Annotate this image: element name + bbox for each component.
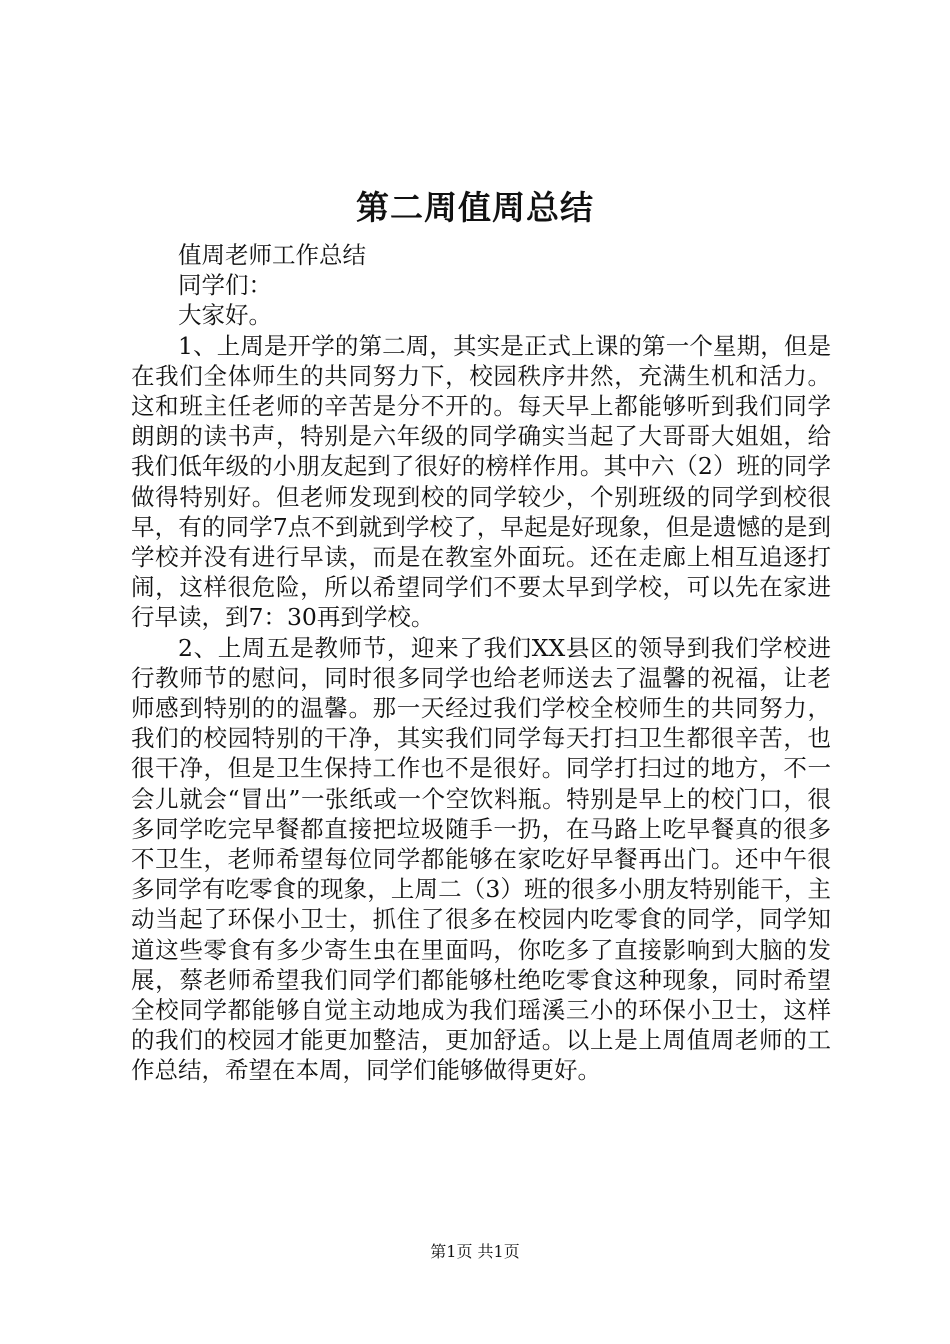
paragraph-section-2: 2、上周五是教师节，迎来了我们XX县区的领导到我们学校进行教师节的慰问，同时很多同学也给老师送去了温馨的祝福，让老师感到特别的的温馨。那一天经过我们学校全校师生的共同努力，我们的校园特别的干净，其实我们同学每天打扫卫生都很辛苦，也很干净，但是卫生保持工作也不是很好。同学打扫过的地方，不一会儿就会“冒出”一张纸或一个空饮料瓶。特别是早上的校门口，很多同学吃完早餐都直接把垃圾随手一扔，在马路上吃早餐真的很多不卫生，老师希望每位同学都能够在家吃好早餐再出门。还中午很多同学有吃零食的现象，上周二（3）班的很多小朋友特别能干，主动当起了环保小卫士，抓住了很多在校园内吃零食的同学，同学知道这些零食有多少寄生虫在里面吗，你吃多了直接影响到大脑的发展，蔡老师希望我们同学们都能够杜绝吃零食这种现象，同时希望全校同学都能够自觉主动地成为我们瑶溪三小的环保小卫士，这样的我们的校园才能更加整洁，更加舒适。以上是上周值周老师的工作总结，希望在本周，同学们能够做得更好。 [131,633,831,1085]
paragraph-greeting: 大家好。 [178,301,272,330]
paragraph-subtitle: 值周老师工作总结 [178,241,366,269]
page-number-footer: 第1页 共1页 [430,1242,520,1261]
document-title: 第二周值周总结 [356,188,594,227]
document-body [131,240,831,1086]
paragraph-section-1: 1、上周是开学的第二周，其实是正式上课的第一个星期，但是在我们全体师生的共同努力下，校园秩序井然，充满生机和活力。这和班主任老师的辛苦是分不开的。每天早上都能够听到我们同学朗朗的读书声，特别是六年级的同学确实当起了大哥哥大姐姐，给我们低年级的小朋友起到了很好的榜样作用。其中六（2）班的同学做得特别好。但老师发现到校的同学较少，个别班级的同学到校很早，有的同学7点不到就到学校了，早起是好现象，但是遗憾的是到学校并没有进行早读，而是在教室外面玩。还在走廊上相互追逐打闹，这样很危险，所以希望同学们不要太早到学校，可以先在家进行早读，到7：30再到学校。 [131,331,831,632]
paragraph-salutation: 同学们： [178,271,272,300]
